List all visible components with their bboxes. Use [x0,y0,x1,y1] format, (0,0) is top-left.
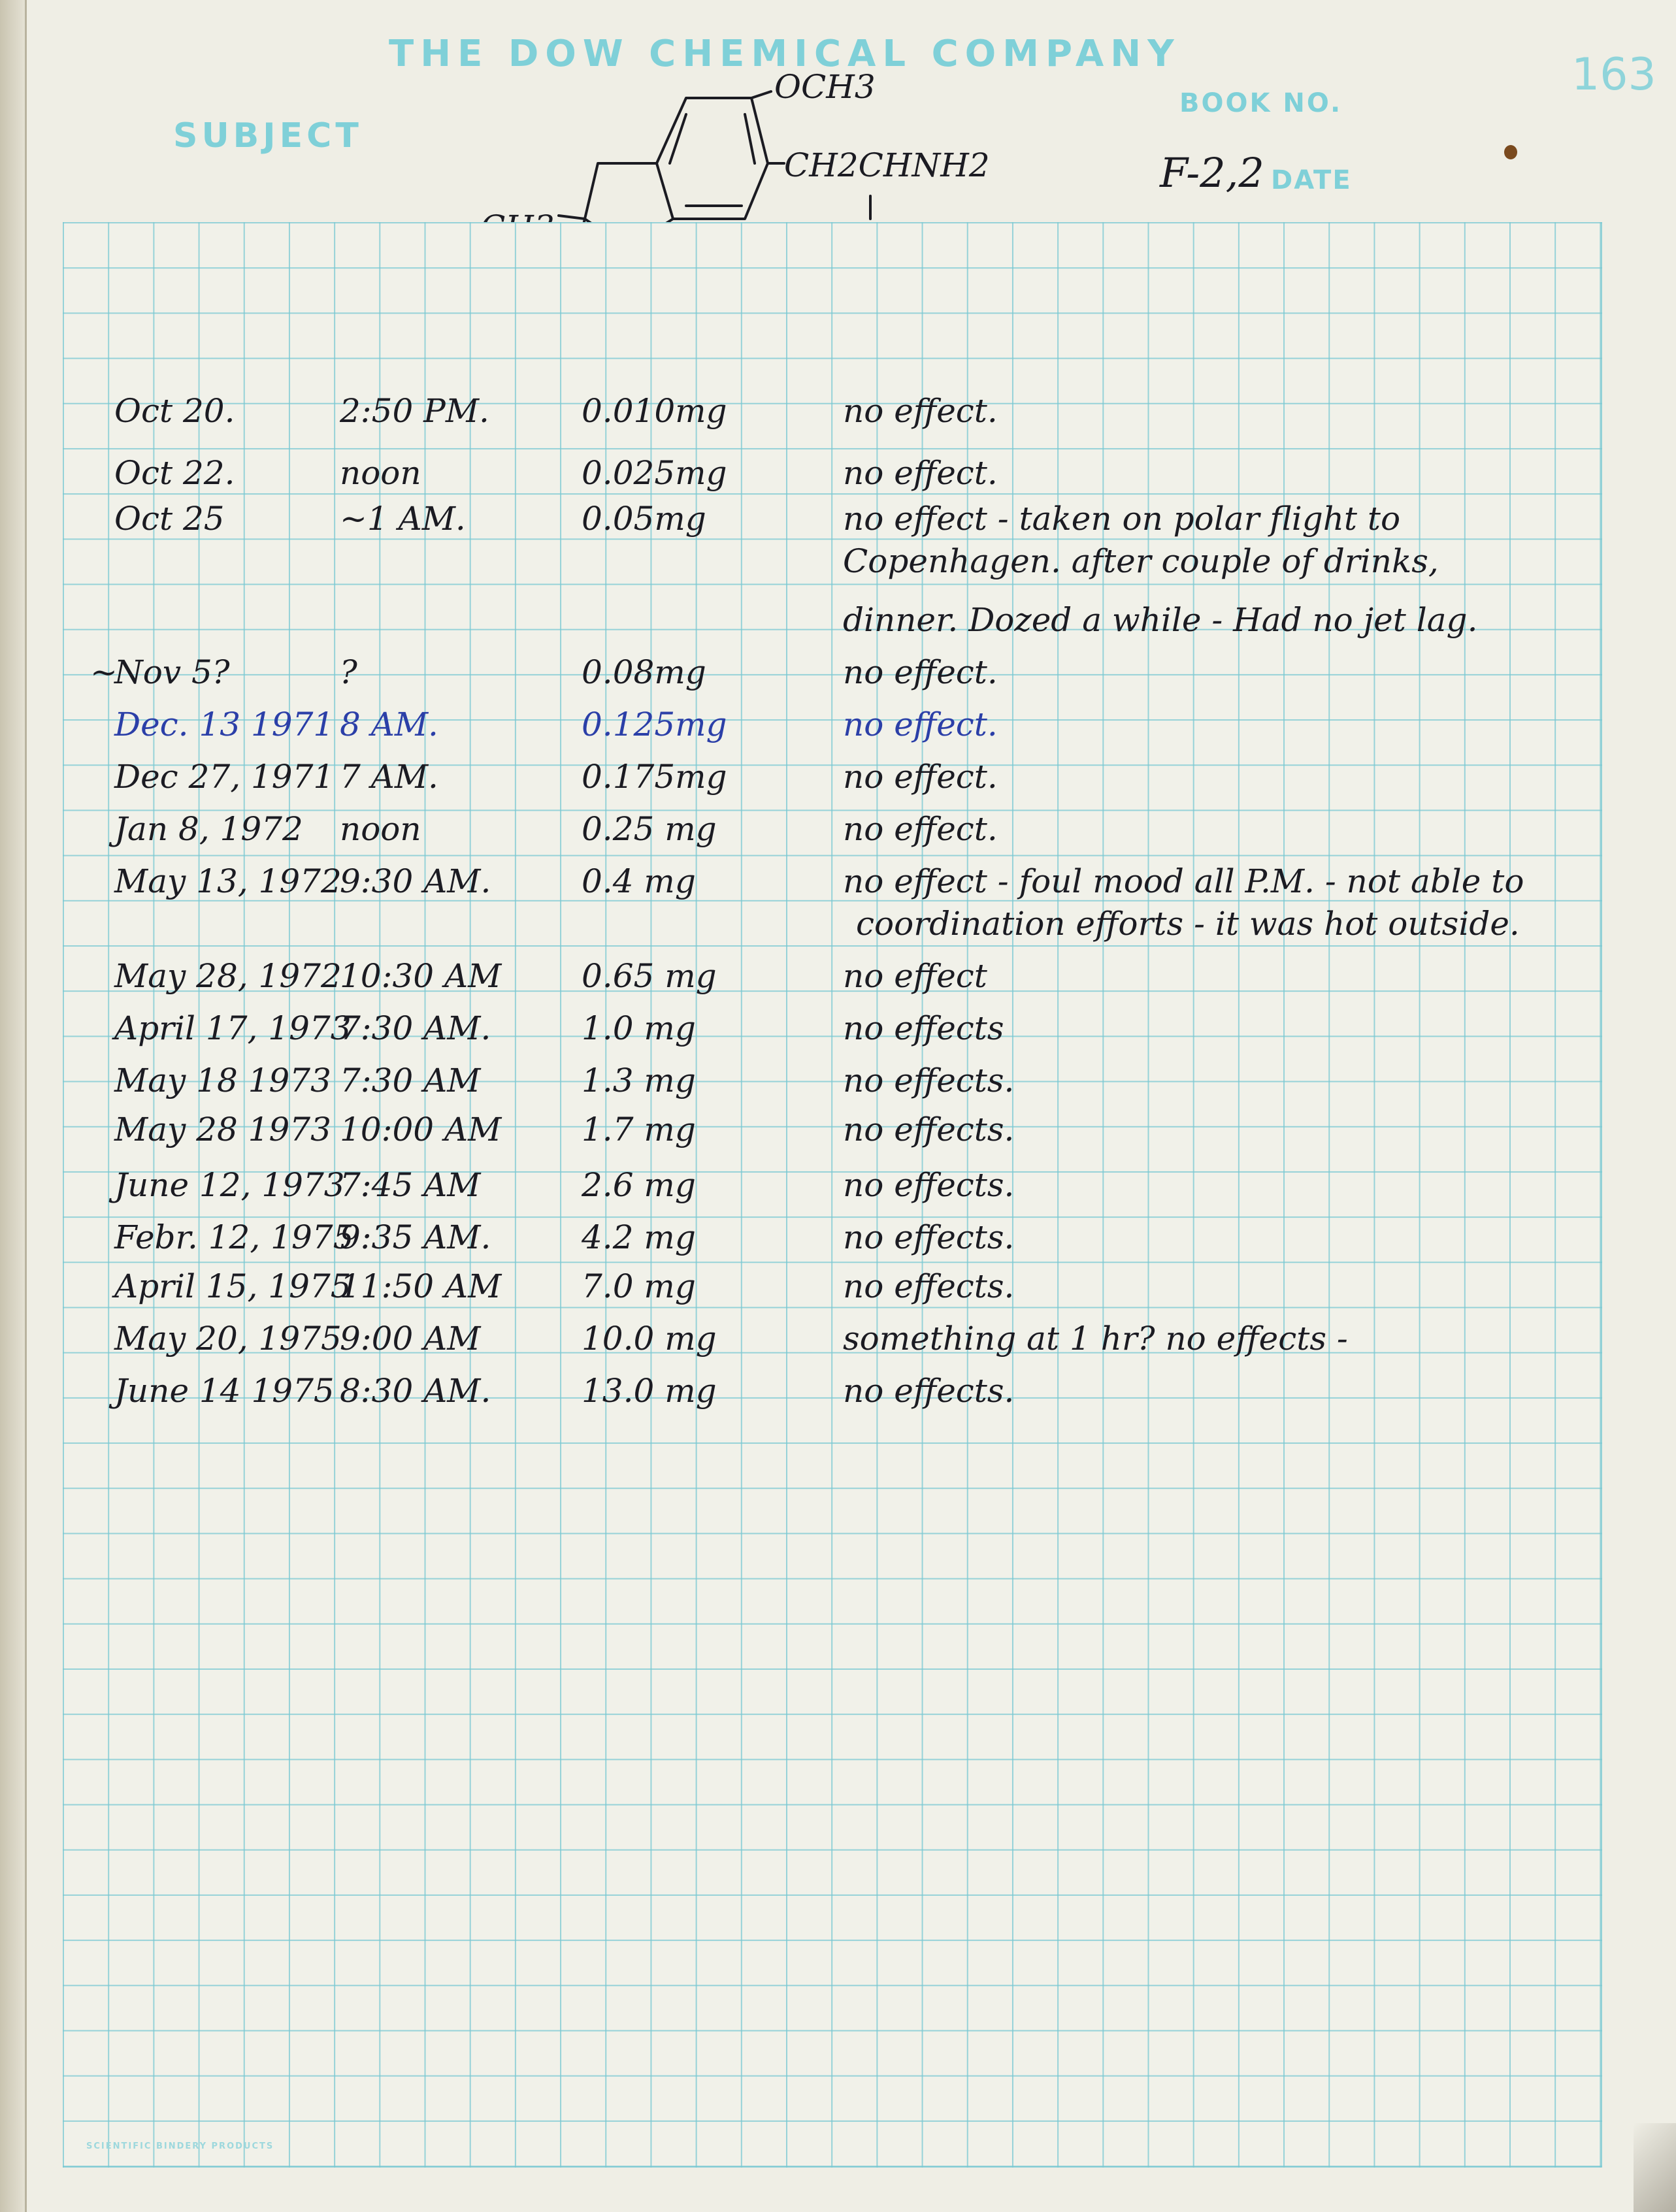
entry-date: Dec. 13 1971 [114,706,335,743]
book-no-label: BOOK NO. [1179,88,1343,118]
note-continuation: coordination efforts - it was hot outside. [856,905,1520,943]
entry-dose: 0.25 mg [582,810,717,848]
entry-dose: 0.025mg [582,454,727,492]
entry-dose: 2.6 mg [582,1166,696,1204]
entry-dose: 0.05mg [582,500,706,538]
entry-time: noon [340,810,421,848]
entry-note: no effects. [843,1166,1015,1204]
benzene-ring [657,98,768,219]
entry-time: 8:30 AM. [340,1372,491,1410]
date-label: DATE [1271,165,1352,195]
entry-dose: 0.125mg [582,706,727,743]
entry-time: 8 AM. [340,706,438,743]
entry-date: Oct 22. [114,454,235,492]
entry-time: ~1 AM. [340,500,466,538]
entry-dose: 10.0 mg [582,1320,717,1358]
footer-imprint: SCIENTIFIC BINDERY PRODUCTS [86,2141,274,2151]
entry-time: 7:30 AM [340,1062,481,1099]
entry-time: 7:30 AM. [340,1009,491,1047]
ink-spot [1504,145,1517,159]
entry-time: 10:30 AM [340,957,502,995]
entry-note: no effects [843,1009,1004,1047]
entry-note: no effect. [843,653,998,691]
entry-dose: 13.0 mg [582,1372,717,1410]
entry-time: 10:00 AM [340,1111,502,1148]
entry-time: 7:45 AM [340,1166,481,1204]
spine-edge-line [25,0,27,2212]
entry-note: no effect. [843,810,998,848]
entry-time: ? [340,653,357,691]
entry-date: Dec 27, 1971 [114,758,335,796]
entry-dose: 7.0 mg [582,1267,696,1305]
note-continuation: dinner. Dozed a while - Had no jet lag. [843,601,1478,639]
entry-time: 7 AM. [340,758,438,796]
entry-date: Jan 8, 1972 [114,810,303,848]
entry-time: 9:30 AM. [340,862,491,900]
entry-time: noon [340,454,421,492]
entry-note: no effect [843,957,987,995]
entry-date: May 13, 1972 [114,862,342,900]
entry-dose: 0.175mg [582,758,727,796]
entry-dose: 4.2 mg [582,1218,696,1256]
note-continuation: Copenhagen. after couple of drinks, [843,542,1439,580]
entry-dose: 0.65 mg [582,957,717,995]
handwritten-book-number: F-2,2 [1160,149,1264,197]
entry-date: Febr. 12, 1975 [114,1218,354,1256]
entry-date: June 14 1975 [114,1372,335,1410]
entry-note: no effect. [843,758,998,796]
entry-time: 2:50 PM. [340,392,489,430]
entry-note: no effects. [843,1111,1015,1148]
notebook-spine [0,0,26,2212]
entry-date: May 28 1973 [114,1111,331,1148]
entry-note: no effects. [843,1218,1015,1256]
entry-date: Oct 25 [114,500,225,538]
entry-date: May 20, 1975 [114,1320,342,1358]
entry-dose: 1.0 mg [582,1009,696,1047]
entry-note: no effects. [843,1267,1015,1305]
entry-time: 11:50 AM [340,1267,502,1305]
entry-date: Nov 5? [114,653,230,691]
entry-time: 9:00 AM [340,1320,481,1358]
entry-dose: 0.010mg [582,392,727,430]
entry-dose: 0.4 mg [582,862,696,900]
entry-note: no effects. [843,1062,1015,1099]
entry-note: no effect - foul mood all P.M. - not able to [843,862,1524,900]
entry-note: no effects. [843,1372,1015,1410]
entry-dose: 1.7 mg [582,1111,696,1148]
entry-date: April 17, 1973 [114,1009,352,1047]
entry-note: no effect - taken on polar flight to [843,500,1401,538]
page-number: 163 [1571,49,1656,101]
entry-note: no effect. [843,392,998,430]
entry-note: no effect. [843,706,998,743]
page-corner-shadow [1634,2123,1676,2212]
entry-date: May 28, 1972 [114,957,342,995]
structure-side-chain: CH2CHNH2 [784,146,990,184]
entry-note: something at 1 hr? no effects - [843,1320,1348,1358]
subject-label: SUBJECT [173,116,363,155]
entry-dose: 0.08mg [582,653,706,691]
margin-tilde-mark: ~ [90,653,118,691]
entry-date: June 12, 1973 [114,1166,345,1204]
entry-note: no effect. [843,454,998,492]
structure-top-substituent: OCH3 [774,68,876,106]
entry-date: Oct 20. [114,392,235,430]
entry-dose: 1.3 mg [582,1062,696,1099]
entry-time: 9:35 AM. [340,1218,491,1256]
entry-date: April 15, 1975 [114,1267,352,1305]
entry-date: May 18 1973 [114,1062,331,1099]
company-header: THE DOW CHEMICAL COMPANY [389,33,1181,75]
